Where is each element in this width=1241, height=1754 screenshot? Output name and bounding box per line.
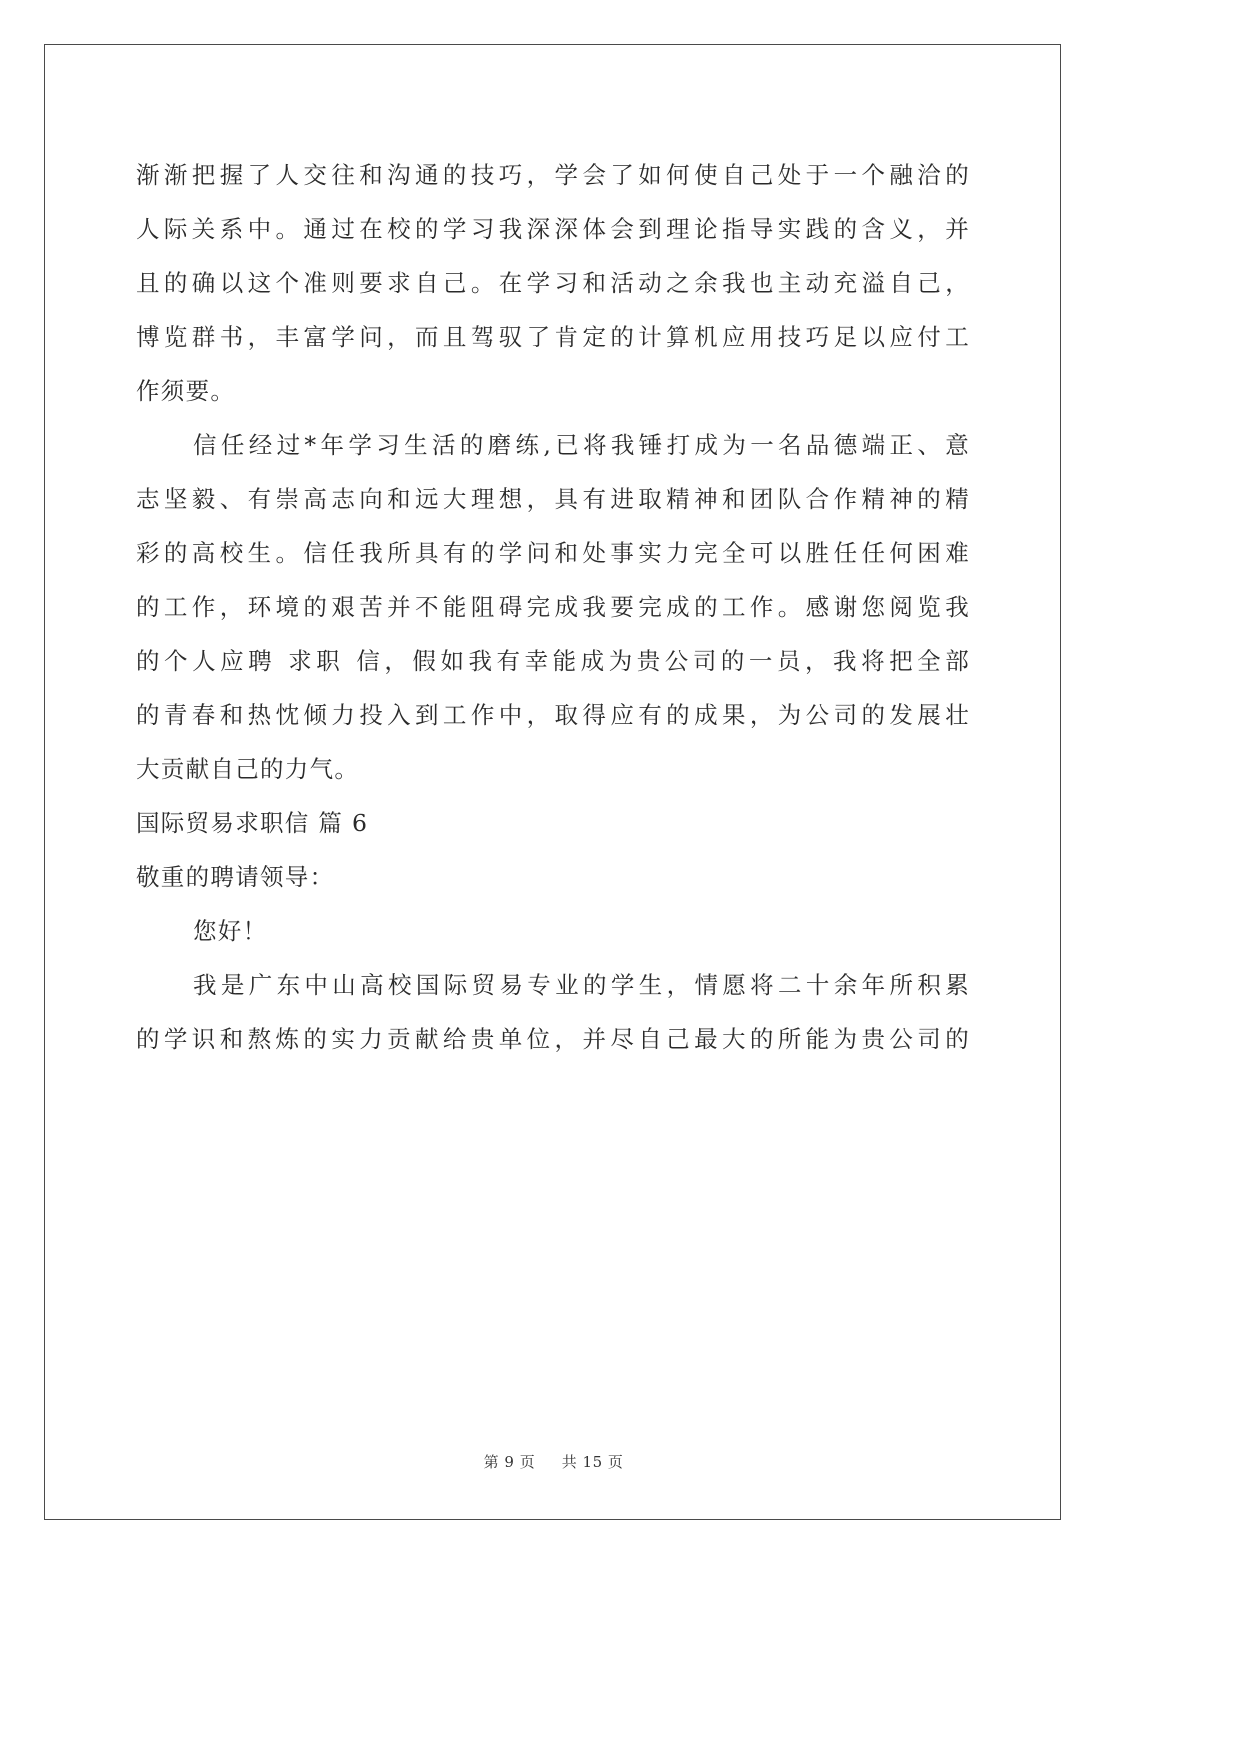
page-number: 第 9 页: [483, 1453, 536, 1471]
body-line: 大贡献自己的力气。: [136, 755, 360, 783]
paragraph-first-line: 我是广东中山高校国际贸易专业的学生，情愿将二十余年所积累: [193, 971, 970, 999]
body-line: 的工作，环境的艰苦并不能阻碍完成我要完成的工作。感谢您阅览我: [136, 593, 970, 621]
section-heading: 国际贸易求职信 篇 6: [136, 809, 369, 837]
body-line: 渐渐把握了人交往和沟通的技巧，学会了如何使自己处于一个融洽的: [136, 161, 970, 189]
body-line: 作须要。: [136, 377, 236, 405]
page-total: 共 15 页: [561, 1453, 624, 1471]
page-footer: [0, 1452, 1107, 1472]
salutation: 敬重的聘请领导：: [136, 863, 335, 891]
body-line: 彩的高校生。信任我所具有的学问和处事实力完全可以胜任任何困难: [136, 539, 970, 567]
document-body: [136, 148, 970, 1066]
body-line: 的个人应聘 求职 信，假如我有幸能成为贵公司的一员，我将把全部: [136, 647, 970, 675]
body-line: 博览群书，丰富学问，而且驾驭了肯定的计算机应用技巧足以应付工: [136, 323, 970, 351]
body-line: 的青春和热忱倾力投入到工作中，取得应有的成果，为公司的发展壮: [136, 701, 970, 729]
body-line: 且的确以这个准则要求自己。在学习和活动之余我也主动充溢自己，: [136, 269, 970, 297]
body-line: 人际关系中。通过在校的学习我深深体会到理论指导实践的含义，并: [136, 215, 970, 243]
body-line: 的学识和熬炼的实力贡献给贵单位，并尽自己最大的所能为贵公司的: [136, 1025, 970, 1053]
body-line: 志坚毅、有崇高志向和远大理想，具有进取精神和团队合作精神的精: [136, 485, 970, 513]
paragraph-first-line: 信任经过*年学习生活的磨练,已将我锤打成为一名品德端正、意: [193, 431, 970, 459]
greeting: 您好！: [193, 917, 268, 945]
